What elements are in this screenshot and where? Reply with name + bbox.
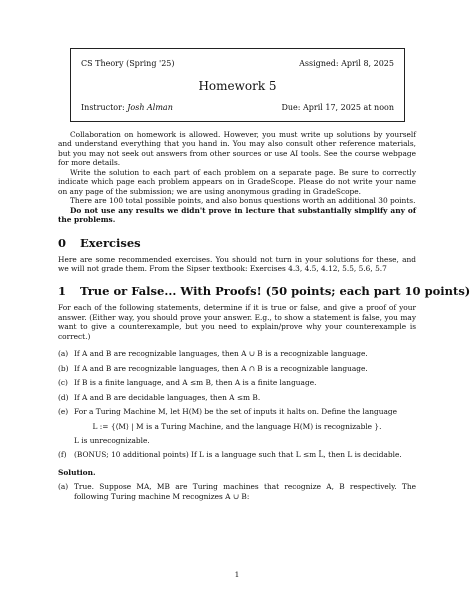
item-label: (c) <box>58 378 68 388</box>
intro-paragraph-warning: Do not use any results we didn't prove in lecture that substantially simplify any of the problems. <box>58 205 416 225</box>
section-0-number: 0 <box>58 235 67 250</box>
problem-item-d <box>58 393 416 402</box>
item-label: (d) <box>58 392 69 402</box>
language-definition-equation: L := {⟨M⟩ | M is a Turing Machine, and the language H(M) is recognizable }. <box>92 421 382 431</box>
item-label: (a) <box>58 482 69 492</box>
page-number: 1 <box>234 570 240 579</box>
instructor-name: Josh Alman <box>127 103 173 112</box>
problem-item-b <box>58 364 416 373</box>
homework-title: Homework 5 <box>198 79 277 93</box>
problem-item-a <box>58 349 416 358</box>
item-text: L is unrecognizable. <box>74 435 150 445</box>
solution-item-a <box>58 482 416 501</box>
problem-item-e <box>58 407 416 416</box>
course-name: CS Theory (Spring '25) <box>81 59 175 68</box>
problem-item-e-conclusion <box>58 436 416 445</box>
item-label: (a) <box>58 349 69 359</box>
header-bottom-row <box>81 103 394 112</box>
header-box <box>70 48 405 122</box>
section-0-heading <box>58 236 416 250</box>
item-label: (e) <box>58 407 69 417</box>
item-text: If A and B are decidable languages, then A ≤m B. <box>74 392 261 402</box>
item-label: (f) <box>58 450 67 460</box>
item-text: True. Suppose MA, MB are Turing machines that recognize A, B respectively. The following Turing machine M recognizes A ∪ B: <box>74 482 416 501</box>
assigned-date: Assigned: April 8, 2025 <box>299 59 394 68</box>
due-date: Due: April 17, 2025 at noon <box>281 103 394 112</box>
document-body <box>58 130 471 501</box>
header-top-row <box>81 59 394 68</box>
intro-paragraph-points: There are 100 total possible points, and also bonus questions worth an additional 30 points. <box>70 196 416 206</box>
section-1-title: True or False... With Proofs! (50 points; each part 10 points) <box>80 284 471 299</box>
item-text: If A and B are recognizable languages, then A ∩ B is a recognizable language. <box>74 363 368 373</box>
section-1-number: 1 <box>58 284 67 299</box>
section-0-text: Here are some recommended exercises. You should not turn in your solutions for these, and we will not grade them. From the Sipser textbook: Exercises 4.3, 4.5, 4.12, 5.5, 5.6, 5.7 <box>58 254 416 273</box>
problem-item-f <box>58 450 416 459</box>
solution-label: Solution. <box>58 467 96 477</box>
item-text: If A and B are recognizable languages, then A ∪ B is a recognizable language. <box>74 349 368 359</box>
intro-paragraph-submission: Write the solution to each part of each problem on a separate page. Be sure to correctly indicate which page each problem appears on in GradeScope. Please do not write your name on any page of the submission; we are using anonymous grading in GradeScope. <box>58 167 416 196</box>
item-text: (BONUS; 10 additional points) If L is a language such that L ≤m L̄, then L is decidable. <box>74 450 402 460</box>
intro-paragraph-collaboration: Collaboration on homework is allowed. However, you must write up solutions by yourself and understand everything that you hand in. You may also consult other reference materials, but you may not seek out answers from other sources or use AI tools. See the course webpage for more details. <box>58 130 416 168</box>
section-0-title: Exercises <box>80 235 141 250</box>
instructor-label: Instructor: <box>81 103 125 112</box>
item-text: If B is a finite language, and A ≤m B, then A is a finite language. <box>74 378 317 388</box>
section-1-intro: For each of the following statements, determine if it is true or false, and give a proof of your answer. (Either way, you should prove your answer. E.g., to show a statement is false, you may want to give a counterexample, but you need to explain/prove why your counterexample is correct.) <box>58 303 416 341</box>
section-1-heading <box>58 284 471 299</box>
problem-item-c <box>58 378 416 387</box>
item-text: For a Turing Machine M, let H(M) be the set of inputs it halts on. Define the language <box>74 407 397 417</box>
instructor <box>81 103 173 112</box>
item-label: (b) <box>58 363 69 373</box>
